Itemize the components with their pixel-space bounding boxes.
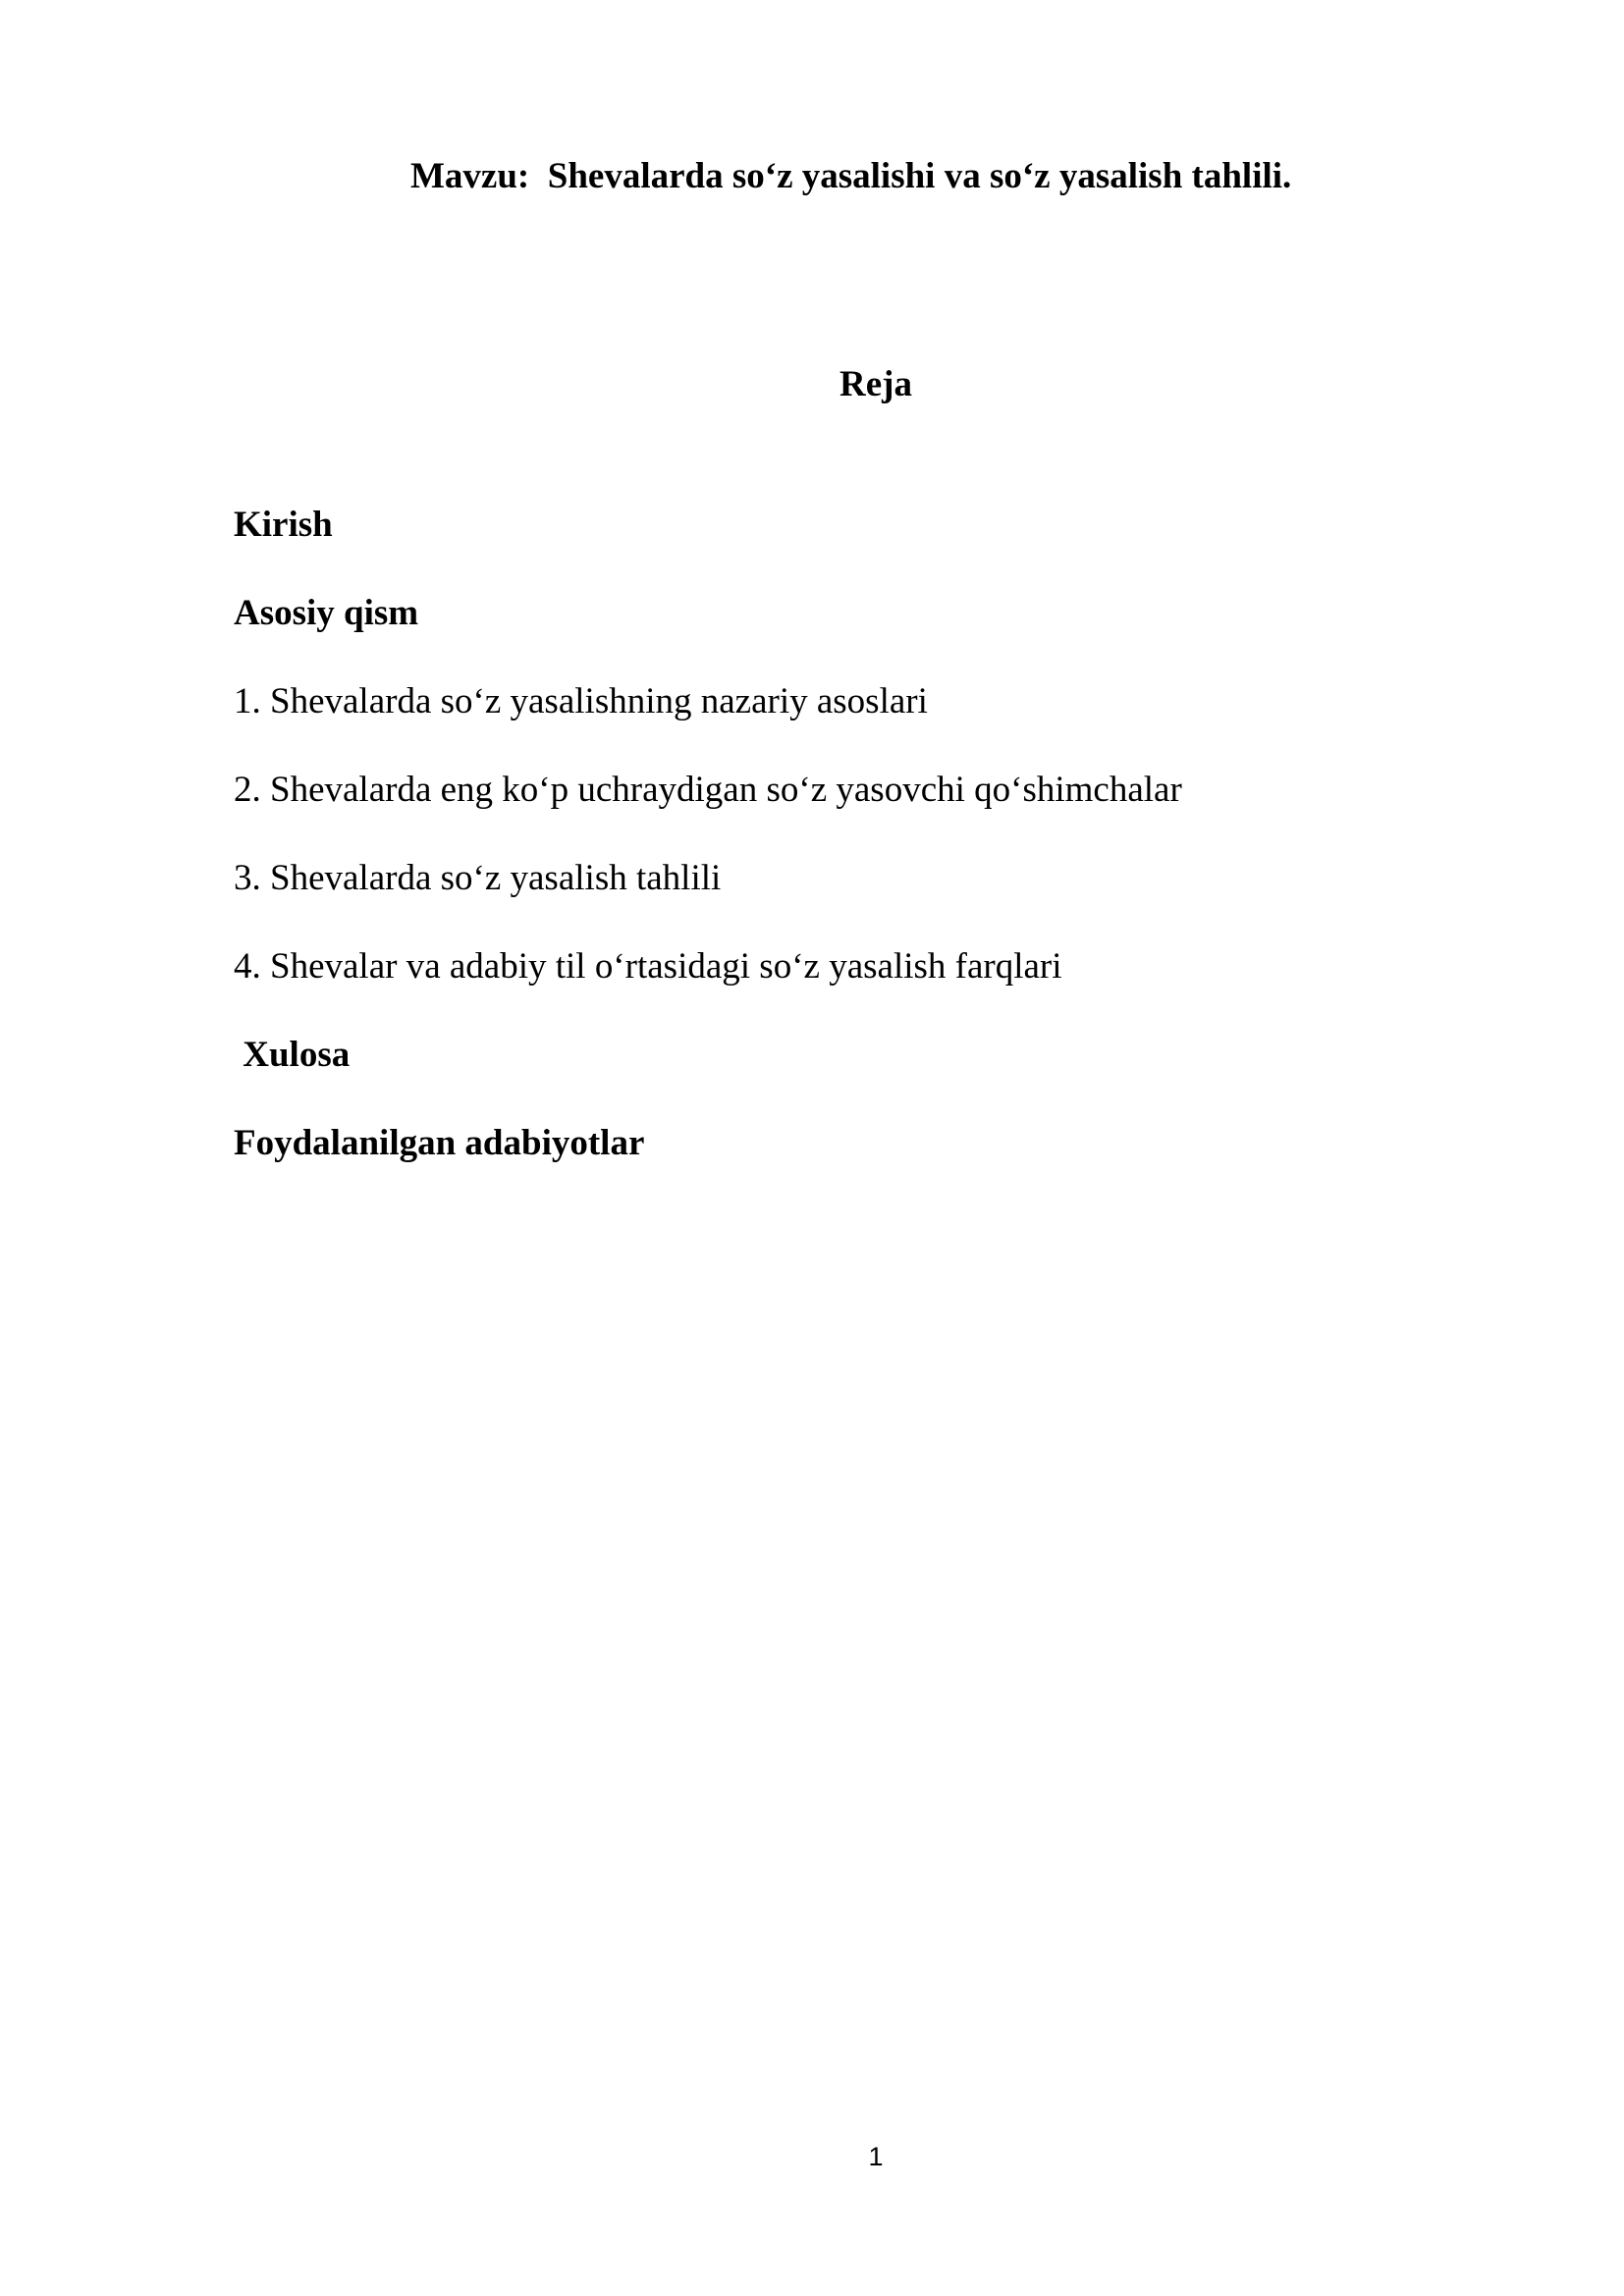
outline-item: 3. Shevalarda so‘z yasalish tahlili [234, 858, 722, 898]
outline-references: Foydalanilgan adabiyotlar [234, 1123, 645, 1163]
outline-intro: Kirish [234, 505, 333, 545]
outline-item: 4. Shevalar va adabiy til o‘rtasidagi so‘z yasalish farqlari [234, 946, 1062, 987]
outline-main-part: Asosiy qism [234, 593, 419, 633]
plan-heading: Reja [839, 364, 912, 404]
outline-conclusion: Xulosa [234, 1035, 351, 1075]
page-number: 1 [868, 2142, 884, 2171]
outline-item: 1. Shevalarda so‘z yasalishning nazariy asoslari [234, 681, 928, 721]
outline-item: 2. Shevalarda eng ko‘p uchraydigan so‘z yasovchi qo‘shimchalar [234, 770, 1182, 810]
document-title: Mavzu: Shevalarda so‘z yasalishi va so‘z yasalish tahlili. [410, 156, 1292, 196]
